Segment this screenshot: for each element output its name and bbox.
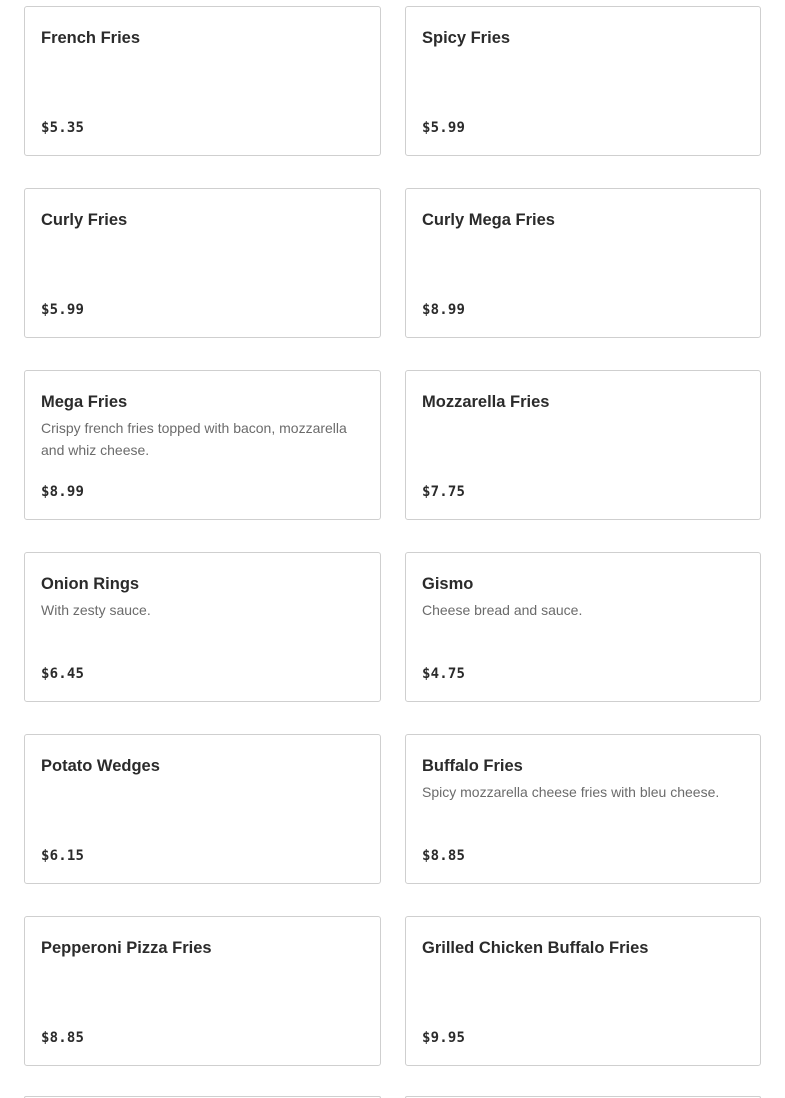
menu-item-card[interactable] (405, 6, 761, 156)
menu-item-price: $8.85 (422, 848, 466, 864)
menu-item-card[interactable] (405, 188, 761, 338)
menu-item-price: $8.99 (422, 302, 466, 318)
menu-item-price: $8.85 (41, 1030, 85, 1046)
menu-item-price: $8.99 (41, 484, 85, 500)
menu-item-name: Potato Wedges (41, 757, 160, 775)
menu-item-card[interactable] (24, 6, 381, 156)
menu-item-card[interactable] (24, 916, 381, 1066)
menu-item-card[interactable] (405, 552, 761, 702)
menu-item-name: Pepperoni Pizza Fries (41, 939, 212, 957)
menu-item-name: Spicy Fries (422, 29, 511, 47)
menu-item-description: Spicy mozzarella cheese fries with bleu cheese. (422, 784, 720, 800)
menu-item-name: Curly Mega Fries (422, 211, 555, 229)
menu-item-name: Gismo (422, 575, 474, 593)
menu-item-name: Curly Fries (41, 211, 128, 229)
menu-item-price: $6.15 (41, 848, 85, 864)
menu-item-card[interactable] (24, 188, 381, 338)
menu-item-card[interactable] (24, 370, 381, 520)
menu-item-name: Buffalo Fries (422, 757, 523, 775)
menu-item-price: $6.45 (41, 666, 85, 682)
menu-item-name: Onion Rings (41, 575, 140, 593)
menu-item-card[interactable] (24, 734, 381, 884)
menu-item-card[interactable] (24, 552, 381, 702)
menu-item-card[interactable] (405, 734, 761, 884)
menu-item-name: Grilled Chicken Buffalo Fries (422, 939, 649, 957)
menu-item-card[interactable] (405, 916, 761, 1066)
menu-item-card[interactable] (405, 370, 761, 520)
menu-item-price: $7.75 (422, 484, 466, 500)
menu-item-description: Cheese bread and sauce. (422, 602, 583, 618)
menu-item-name: Mega Fries (41, 393, 128, 411)
menu-item-price: $4.75 (422, 666, 466, 682)
menu-item-name: French Fries (41, 29, 141, 47)
menu-item-description: With zesty sauce. (41, 602, 151, 618)
menu-item-price: $5.35 (41, 120, 85, 136)
menu-item-grid (24, 6, 761, 1066)
menu-item-price: $5.99 (41, 302, 85, 318)
menu-item-price: $5.99 (422, 120, 466, 136)
menu-item-name: Mozzarella Fries (422, 393, 550, 411)
menu-item-description: Crispy french fries topped with bacon, mozzarella and whiz cheese. (41, 420, 347, 458)
menu-item-price: $9.95 (422, 1030, 466, 1046)
